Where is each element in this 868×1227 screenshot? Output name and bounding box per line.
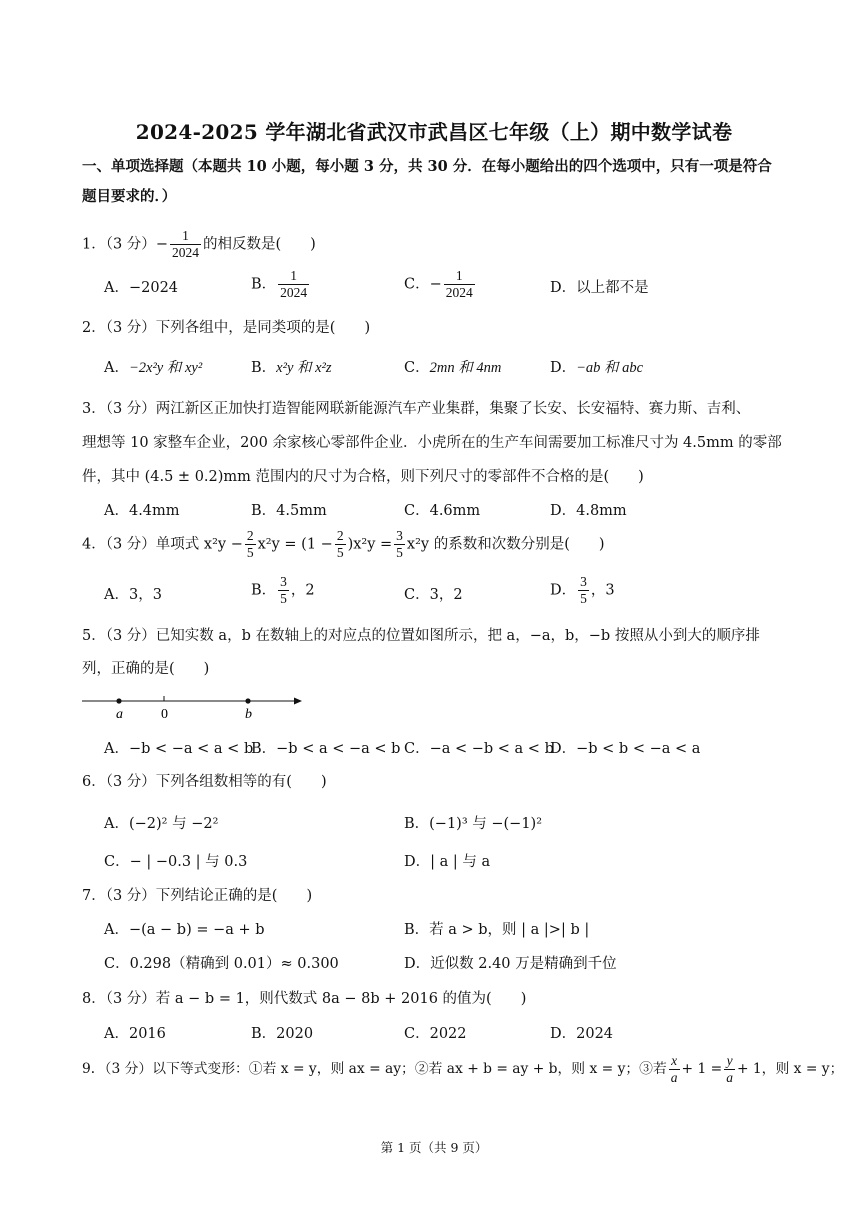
q7-option-b[interactable]: B．若 a > b，则 | a |>| b | <box>404 922 590 938</box>
q1-option-c[interactable]: C．− $\frac{1}{2024}$ <box>404 268 473 300</box>
q6-option-c[interactable]: C．− | −0.3 | 与 0.3 <box>104 854 248 870</box>
section-heading-line2: 题目要求的．） <box>82 188 177 205</box>
question-6-stem: 6．（3 分）下列各组数相等的有( ) <box>82 774 327 790</box>
q3-option-b[interactable]: B．4.5mm <box>251 503 327 519</box>
q4-option-a[interactable]: A．3，3 <box>104 587 162 603</box>
question-2-stem: 2．（3 分）下列各组中，是同类项的是( ) <box>82 320 371 336</box>
q7-option-a[interactable]: A．−(a − b) = −a + b <box>104 922 265 938</box>
q8-option-c[interactable]: C．2022 <box>404 1026 467 1042</box>
fraction: $\frac{1}{2024}$ <box>171 228 199 260</box>
q8-option-b[interactable]: B．2020 <box>251 1026 314 1042</box>
q6-option-d[interactable]: D．| a | 与 a <box>404 854 491 870</box>
q8-option-a[interactable]: A．2016 <box>104 1026 166 1042</box>
question-4-stem: 4．（3 分）单项式 x²y − $\frac{2}{5}$ x²y = (1 − $\frac{2}{5}$ )x²y = $\frac{3}{5}$ x²y 的系数和次数分别是( ) <box>82 528 605 560</box>
q6-option-a[interactable]: A．(−2)² 与 −2² <box>104 816 219 832</box>
q5-option-b[interactable]: B．−b < a < −a < b <box>251 741 401 757</box>
section-heading-line1: 一、单项选择题（本题共 10 小题，每小题 3 分，共 30 分．在每小题给出的四个选项中，只有一项是符合 <box>82 158 772 175</box>
q3-option-d[interactable]: D．4.8mm <box>550 503 627 519</box>
q1-option-d[interactable]: D．以上都不是 <box>550 280 649 296</box>
page-title: 2024-2025 学年湖北省武汉市武昌区七年级（上）期中数学试卷 <box>135 120 733 144</box>
q4-option-b[interactable]: B． $\frac{3}{5}$ ，2 <box>251 574 315 606</box>
label-b: b <box>245 707 252 722</box>
point-b <box>245 698 250 703</box>
q8-option-d[interactable]: D．2024 <box>550 1026 614 1042</box>
q5-option-a[interactable]: A．−b < −a < a < b <box>104 741 254 757</box>
q1-option-a[interactable]: A．−2024 <box>104 280 179 296</box>
question-5-line2: 列，正确的是( ) <box>82 661 210 677</box>
q3-option-a[interactable]: A．4.4mm <box>104 503 180 519</box>
question-7-stem: 7．（3 分）下列结论正确的是( ) <box>82 888 313 904</box>
question-9-stem: 9．（3 分）以下等式变形：①若 x = y，则 ax = ay；②若 ax + b = ay + b，则 x = y；③若 $\frac{x}{a}$ + 1 = $\frac{y}{a}$ + 1，则 x = y； <box>82 1053 844 1085</box>
question-3-line2: 理想等 10 家整车企业，200 余家核心零部件企业．小虎所在的生产车间需要加工标准尺寸为 4.5mm 的零部 <box>82 435 782 451</box>
question-1-stem: 1．（3 分）− $\frac{1}{2024}$ 的相反数是( ) <box>82 228 316 260</box>
q7-option-d[interactable]: D．近似数 2.40 万是精确到千位 <box>404 956 617 972</box>
q4-option-d[interactable]: D． $\frac{3}{5}$ ，3 <box>550 574 615 606</box>
q2-option-d[interactable]: D．−ab 和 abc <box>550 360 644 376</box>
q3-option-c[interactable]: C．4.6mm <box>404 503 481 519</box>
number-line-figure <box>80 690 310 730</box>
number-line-arrow <box>294 698 302 705</box>
page-footer: 第 1 页（共 9 页） <box>380 1140 488 1155</box>
q2-option-a[interactable]: A．−2x²y 和 xy² <box>104 360 203 376</box>
question-5-line1: 5．（3 分）已知实数 a，b 在数轴上的对应点的位置如图所示，把 a，−a，b，−b 按照从小到大的顺序排 <box>82 628 760 644</box>
q5-option-c[interactable]: C．−a < −b < a < b <box>404 741 554 757</box>
q7-option-c[interactable]: C．0.298（精确到 0.01）≈ 0.300 <box>104 956 339 972</box>
label-a: a <box>116 707 123 722</box>
label-zero: 0 <box>161 707 168 722</box>
point-a <box>116 698 121 703</box>
q1-option-b[interactable]: B． $\frac{1}{2024}$ <box>251 268 308 300</box>
q2-option-b[interactable]: B．x²y 和 x²z <box>251 360 332 376</box>
section-heading <box>82 152 790 212</box>
q2-option-c[interactable]: C．2mn 和 4nm <box>404 360 502 376</box>
q4-option-c[interactable]: C．3，2 <box>404 587 463 603</box>
question-3-line1: 3．（3 分）两江新区正加快打造智能网联新能源汽车产业集群，集聚了长安、长安福特、赛力斯、吉利、 <box>82 401 751 417</box>
question-3-line3: 件，其中 (4.5 ± 0.2)mm 范围内的尺寸为合格，则下列尺寸的零部件不合格的是( ) <box>82 469 644 485</box>
question-8-stem: 8．（3 分）若 a − b = 1，则代数式 8a − 8b + 2016 的值为( ) <box>82 991 527 1007</box>
q5-option-d[interactable]: D．−b < b < −a < a <box>550 741 701 757</box>
q6-option-b[interactable]: B．(−1)³ 与 −(−1)² <box>404 816 543 832</box>
